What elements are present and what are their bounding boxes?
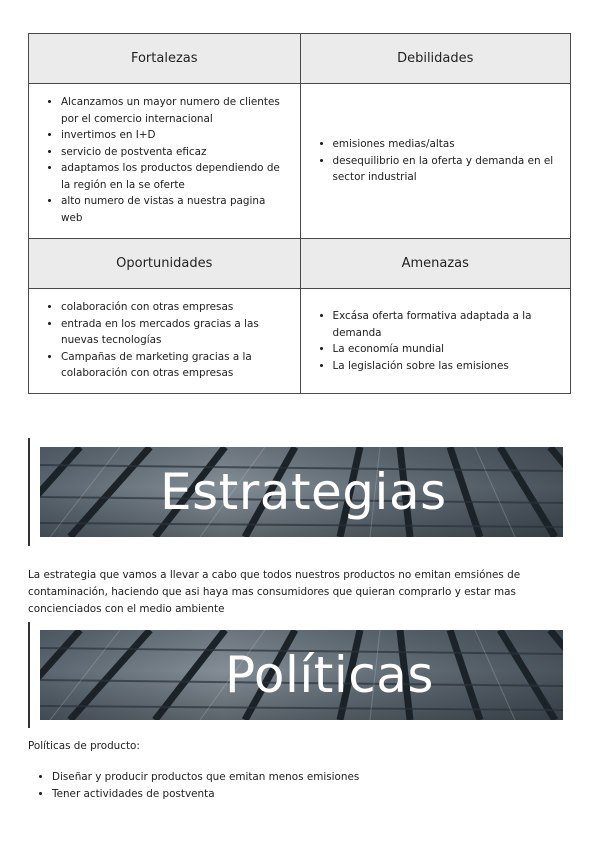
list-item: • Tener actividades de postventa	[52, 786, 359, 803]
swot-header-row	[29, 238, 570, 288]
fortalezas-cell	[29, 84, 300, 238]
list-item: • Alcanzamos un mayor numero de clientes por el comercio internacional	[61, 94, 288, 127]
list-item: • emisiones medias/altas	[333, 136, 559, 153]
oportunidades-cell	[29, 289, 300, 393]
swot-header-row	[29, 34, 570, 83]
list-item: • adaptamos los productos dependiendo de la región en la se oferte	[61, 160, 288, 193]
amenazas-header: Amenazas	[300, 239, 571, 288]
list-item: • entrada en los mercados gracias a las nuevas tecnologías	[61, 316, 288, 349]
politicas-list	[36, 769, 359, 803]
estrategias-title: Estrategias	[160, 463, 447, 521]
estrategias-banner	[40, 447, 563, 537]
list-item: • colaboración con otras empresas	[61, 299, 288, 316]
oportunidades-header: Oportunidades	[29, 239, 300, 288]
amenazas-cell	[300, 289, 571, 393]
swot-body-row	[29, 288, 570, 393]
debilidades-list	[317, 136, 559, 186]
list-item: • Excása oferta formativa adaptada a la demanda	[333, 308, 559, 341]
politicas-title: Políticas	[225, 646, 434, 704]
fortalezas-list	[45, 94, 288, 226]
section-accent-bar	[28, 438, 30, 546]
list-item: • servicio de postventa eficaz	[61, 144, 288, 161]
oportunidades-list	[45, 299, 288, 382]
fortalezas-header: Fortalezas	[29, 34, 300, 83]
politicas-banner	[40, 630, 563, 720]
estrategias-paragraph: La estrategia que vamos a llevar a cabo que todos nuestros productos no emitan emsiónes de contaminación, haciendo que asi haya mas consumidores que quieran comprarlo y estar mas concienciados con el medio ambiente	[28, 569, 521, 616]
list-item: • La economía mundial	[333, 341, 559, 358]
politicas-label: Políticas de producto:	[28, 740, 140, 752]
list-item: • Diseñar y producir productos que emitan menos emisiones	[52, 769, 359, 786]
swot-body-row	[29, 83, 570, 238]
list-item: • desequilibrio en la oferta y demanda en el sector industrial	[333, 153, 559, 186]
swot-table	[28, 33, 571, 394]
list-item: • Campañas de marketing gracias a la colaboración con otras empresas	[61, 349, 288, 382]
debilidades-header: Debilidades	[300, 34, 571, 83]
list-item: • La legislación sobre las emisiones	[333, 358, 559, 375]
list-item: • alto numero de vistas a nuestra pagina web	[61, 193, 288, 226]
debilidades-cell	[300, 84, 571, 238]
list-item: • invertimos en I+D	[61, 127, 288, 144]
section-accent-bar	[28, 622, 30, 728]
amenazas-list	[317, 308, 559, 374]
